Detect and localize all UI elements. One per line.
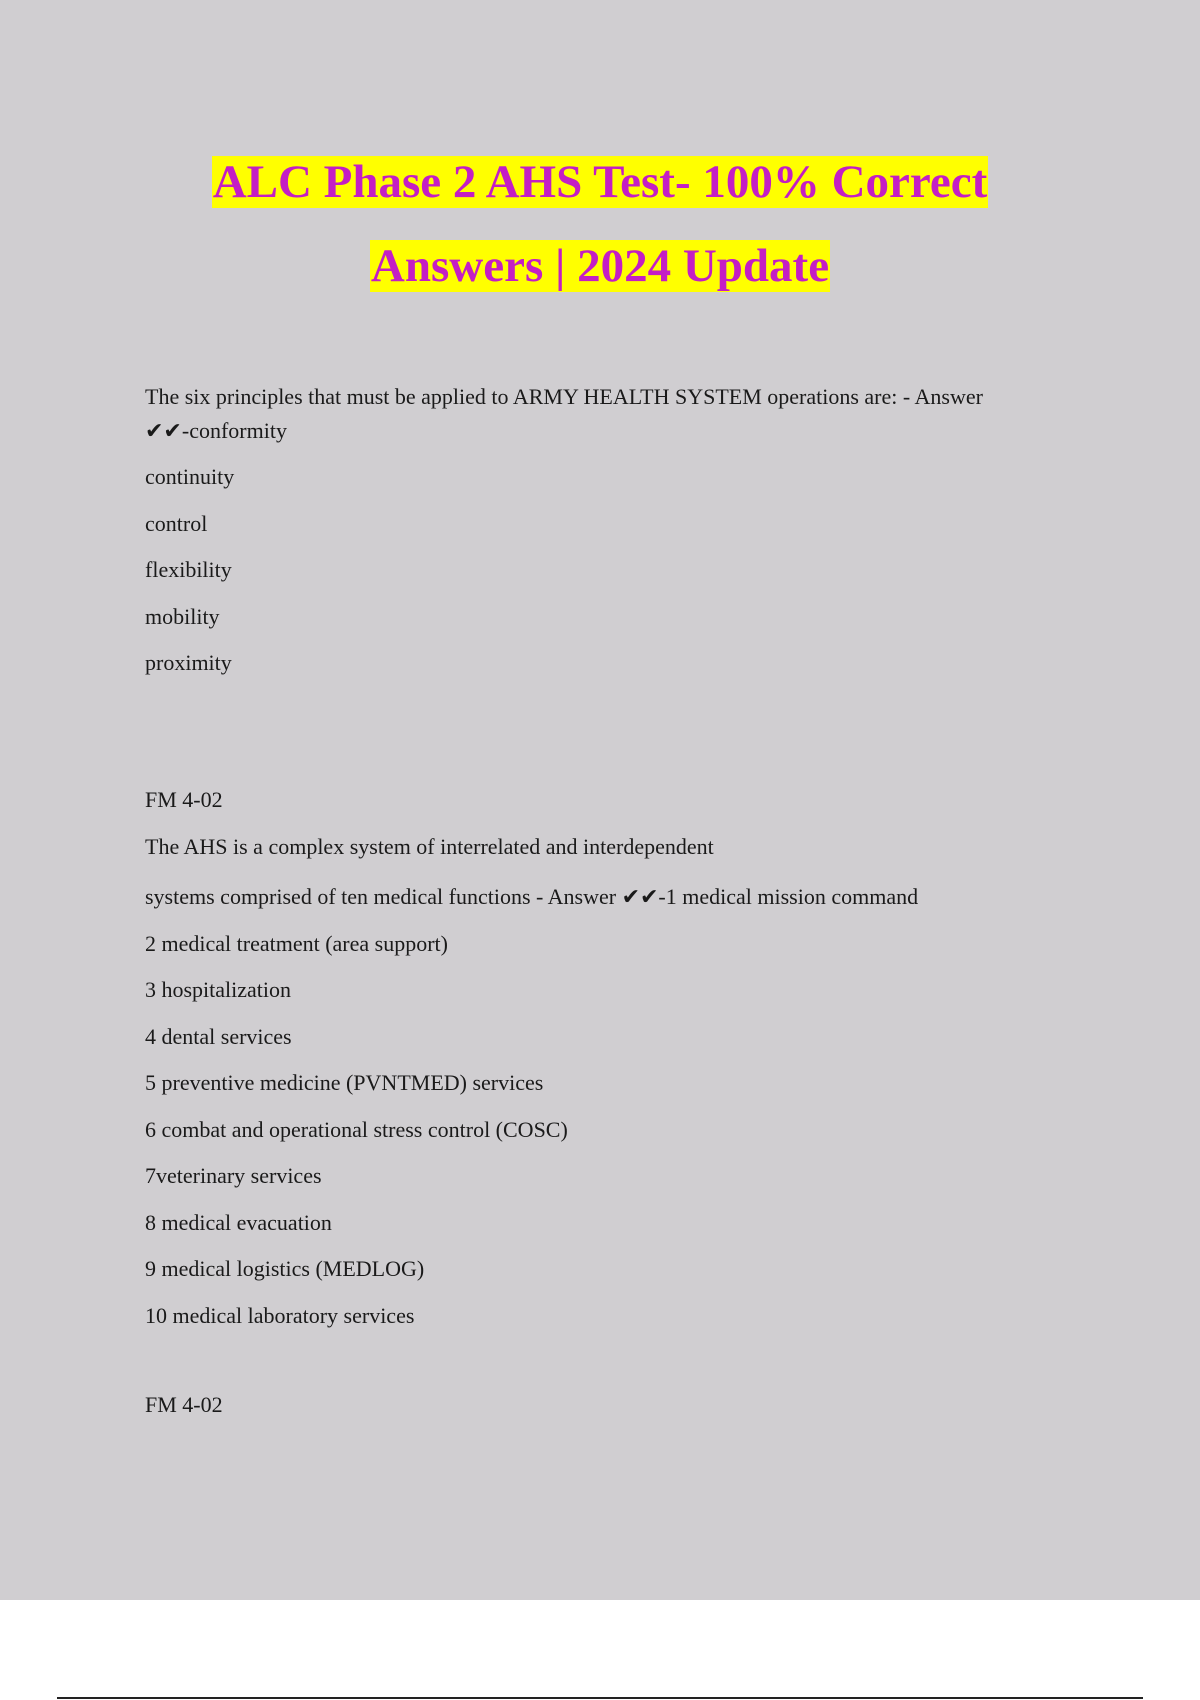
q1-item-control: control (145, 511, 208, 536)
q2-item-8: 8 medical evacuation (145, 1210, 332, 1235)
q2-item-6: 6 combat and operational stress control (COSC) (145, 1117, 568, 1142)
q1-question: The six principles that must be applied to ARMY HEALTH SYSTEM operations are: - Answer (145, 384, 983, 409)
q2-item-7: 7veterinary services (145, 1163, 322, 1188)
q2-item-2: 2 medical treatment (area support) (145, 931, 448, 956)
q2-item-10: 10 medical laboratory services (145, 1303, 415, 1328)
q1-item-flexibility: flexibility (145, 557, 232, 582)
q2-item-5: 5 preventive medicine (PVNTMED) services (145, 1070, 544, 1095)
title-line-1 (0, 140, 1200, 224)
q1-answer-first: ✔✔-conformity (145, 418, 287, 443)
document-title (0, 140, 1200, 308)
q1-item-continuity: continuity (145, 464, 235, 489)
q2-reference: FM 4-02 (145, 1392, 223, 1417)
q2-item-3: 3 hospitalization (145, 977, 292, 1002)
page-footer-area (0, 1600, 1200, 1700)
title-text-1: ALC Phase 2 AHS Test- 100% Correct (212, 156, 988, 208)
q1-item-mobility: mobility (145, 604, 220, 629)
q1-item-proximity: proximity (145, 650, 232, 675)
footer-divider (57, 1697, 1143, 1699)
q2-item-9: 9 medical logistics (MEDLOG) (145, 1256, 425, 1281)
q1-reference: FM 4-02 (145, 787, 223, 812)
q2-question-line-1: The AHS is a complex system of interrelated and interdependent (145, 834, 714, 859)
q2-item-4: 4 dental services (145, 1024, 292, 1049)
title-line-2 (0, 224, 1200, 308)
title-text-2: Answers | 2024 Update (370, 240, 830, 292)
q2-question-line-2: systems comprised of ten medical functions - Answer ✔✔-1 medical mission command (145, 884, 919, 909)
